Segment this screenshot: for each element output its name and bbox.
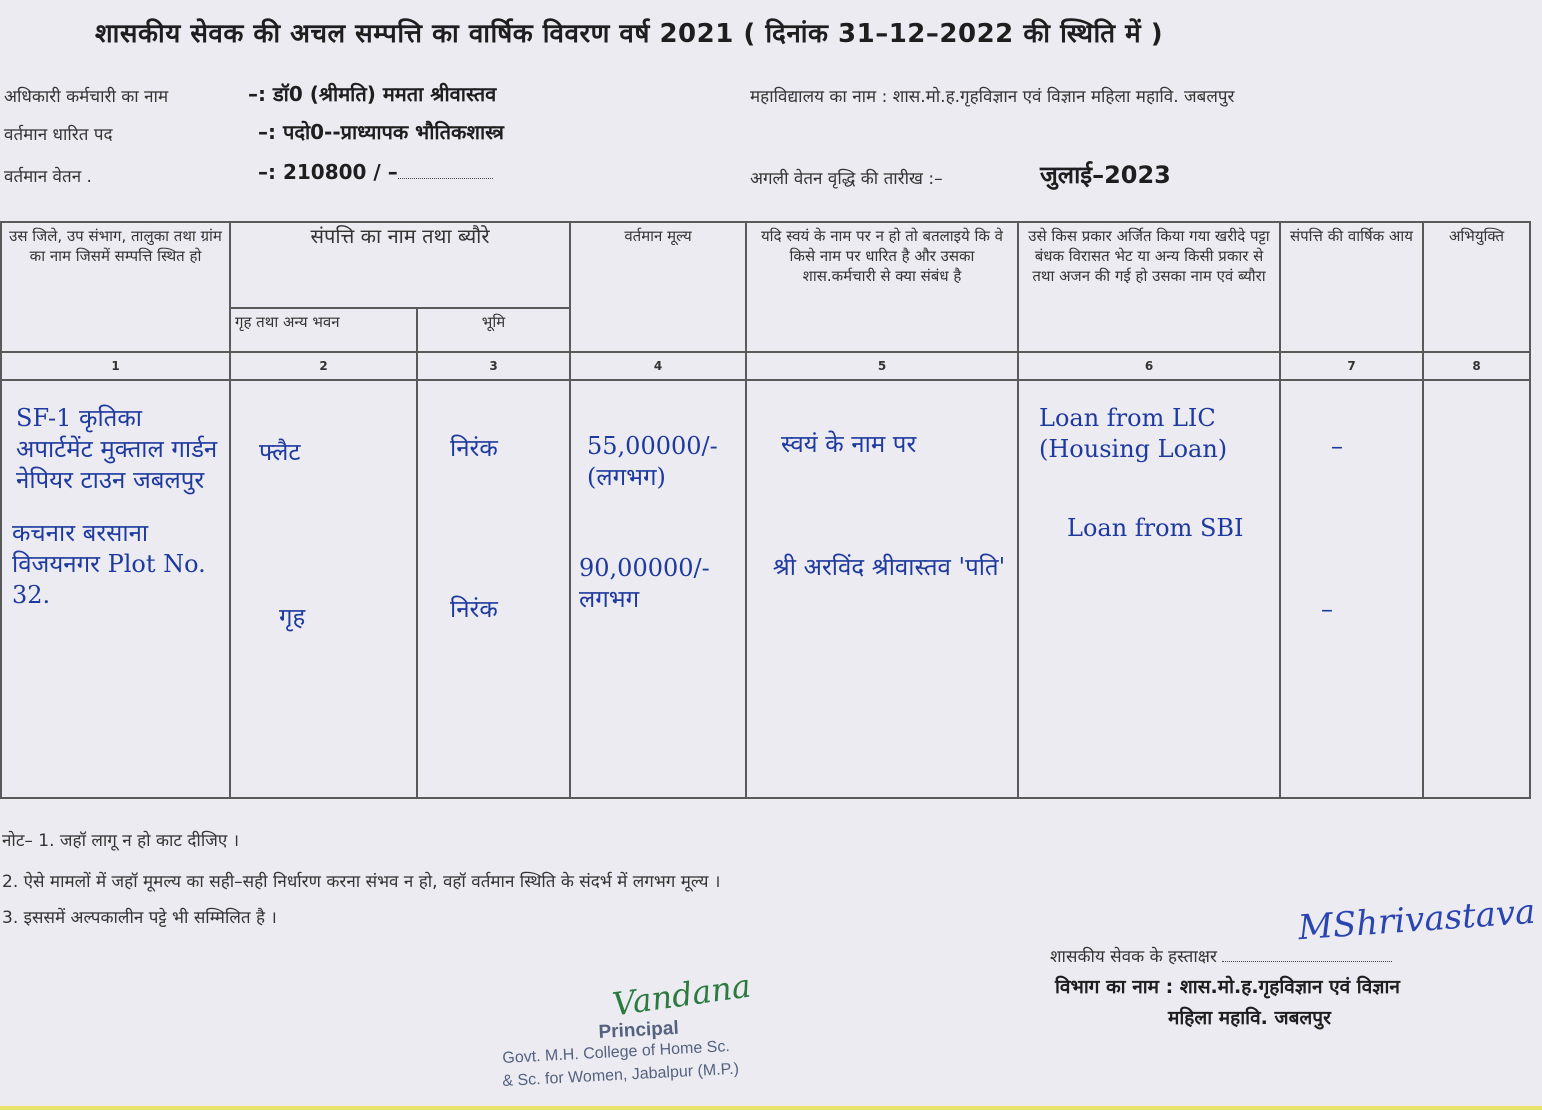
note-2: 2. ऐसे मामलों में जहॉ मूमल्य का सही–सही निर्धारण करना संभव न हो, वहॉ वर्तमान स्थिति के संदर्भ में लगभग मूल्य । <box>2 872 721 892</box>
col-number: 3 <box>417 352 570 380</box>
col-number: 6 <box>1018 352 1280 380</box>
row-2-income: – <box>1321 595 1333 623</box>
increment-value: जुलाई–2023 <box>1040 161 1171 189</box>
body-col-land <box>417 380 570 798</box>
col-number: 4 <box>570 352 746 380</box>
row-2-acquired: Loan from SBI <box>1067 514 1244 542</box>
employee-signature: MShrivastava <box>1296 891 1537 949</box>
header-remarks: अभियुक्ति <box>1423 222 1530 352</box>
row-1-building: फ्लैट <box>259 438 301 466</box>
body-col-acquisition <box>1018 380 1280 798</box>
row-1-income: – <box>1331 432 1343 460</box>
col-number: 8 <box>1423 352 1530 380</box>
college-label: महाविद्यालय का नाम : शास.मो.ह.गृहविज्ञान एवं विज्ञान महिला महावि. जबलपुर <box>750 87 1235 107</box>
header-current-value: वर्तमान मूल्य <box>570 222 746 352</box>
header-holder: यदि स्वयं के नाम पर न हो तो बतलाइये कि वे किसे नाम पर धारित है और उसका शास.कर्मचारी से क्या संबंध है <box>746 222 1018 352</box>
signature-label: शासकीय सेवक के हस्ताक्षर <box>1050 944 1392 967</box>
body-col-location <box>1 380 230 798</box>
header-annual-income: संपत्ति की वार्षिक आय <box>1280 222 1423 352</box>
note-3: 3. इससमें अल्पकालीन पट्टे भी सम्मिलित है । <box>2 908 277 928</box>
department-line-1: विभाग का नाम : शास.मो.ह.गृहविज्ञान एवं विज्ञान <box>1055 976 1400 998</box>
property-table <box>0 221 1531 799</box>
header-building: गृह तथा अन्य भवन <box>230 308 417 352</box>
row-1-value: 55,00000/- (लगभग) <box>587 432 718 491</box>
officer-name-label: अधिकारी कर्मचारी का नाम <box>4 87 169 107</box>
row-2-land: निरंक <box>450 595 498 623</box>
post-value: –: पदो0--प्राध्यापक भौतिकशास्त्र <box>258 120 504 144</box>
stamp-principal: Principal <box>598 1017 680 1043</box>
increment-label: अगली वेतन वृद्धि की तारीख :– <box>750 169 943 189</box>
salary-dotted-line <box>398 164 493 179</box>
post-label: वर्तमान धारित पद <box>4 125 113 145</box>
row-1-land: निरंक <box>450 434 498 462</box>
body-col-remarks <box>1423 380 1530 798</box>
signature-line <box>1222 947 1392 962</box>
header-location: उस जिले, उप संभाग, तालुका तथा ग्रांम का नाम जिसमें सम्पत्ति स्थित हो <box>1 222 230 352</box>
row-1-holder: स्वयं के नाम पर <box>781 430 917 458</box>
officer-name-value: –: डॉ0 (श्रीमति) ममता श्रीवास्तव <box>248 82 497 106</box>
row-1-acquired: Loan from LIC (Housing Loan) <box>1039 404 1228 463</box>
stamp-line-3: & Sc. for Women, Jabalpur (M.P.) <box>502 1060 740 1090</box>
row-2-value: 90,00000/- लगभग <box>579 554 710 613</box>
col-number: 5 <box>746 352 1018 380</box>
body-col-holder <box>746 380 1018 798</box>
body-col-building <box>230 380 417 798</box>
form-title: शासकीय सेवक की अचल सम्पत्ति का वार्षिक विवरण वर्ष 2021 ( दिनांक 31–12–2022 की स्थिति में ) <box>95 19 1164 49</box>
col-number: 7 <box>1280 352 1423 380</box>
col-number: 1 <box>1 352 230 380</box>
principal-signature: Vandana <box>610 966 754 1024</box>
row-2-holder: श्री अरविंद श्रीवास्तव 'पति' <box>772 553 1006 581</box>
page-edge <box>0 1106 1542 1110</box>
stamp-line-2: Govt. M.H. College of Home Sc. <box>502 1038 731 1067</box>
header-land: भूमि <box>417 308 570 352</box>
department-line-2: महिला महावि. जबलपुर <box>1168 1007 1331 1029</box>
salary-label: वर्तमान वेतन . <box>4 167 92 187</box>
header-acquisition: उसे किस प्रकार अर्जित किया गया खरीदे पट्टा बंधक विरासत भेट या अन्य किसी प्रकार से तथा अजन की गई हो उसका नाम एवं ब्यौरा <box>1018 222 1280 352</box>
row-2-building: गृह <box>279 603 306 631</box>
body-col-income <box>1280 380 1423 798</box>
col-number: 2 <box>230 352 417 380</box>
header-property-details: संपत्ति का नाम तथा ब्यौरे <box>230 222 570 308</box>
row-1-location: SF-1 कृतिका अपार्टमेंट मुक्ताल गार्डन नेपियर टाउन जबलपुर <box>16 404 218 494</box>
body-col-value <box>570 380 746 798</box>
row-2-location: कचनार बरसाना विजयनगर Plot No. 32. <box>12 519 206 609</box>
salary-value: –: 210800 / – <box>258 160 493 184</box>
note-1: नोट– 1. जहॉ लागू न हो काट दीजिए । <box>2 831 240 851</box>
